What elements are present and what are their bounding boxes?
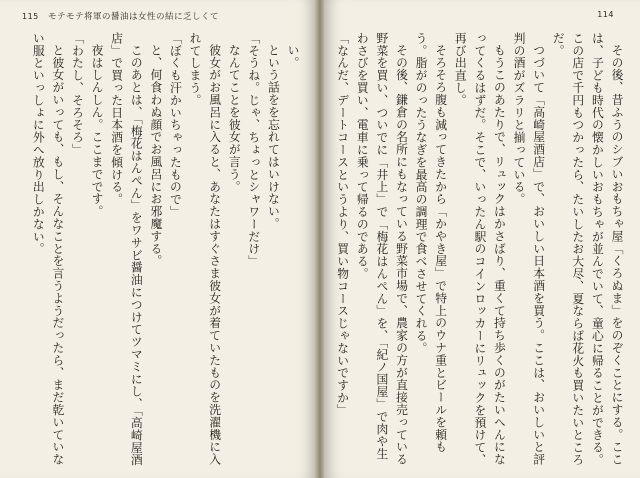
running-title: モテモテ将軍の醤油は女性の結に乏しくて (47, 12, 219, 22)
left-page-header (22, 10, 219, 22)
left-page-number: 115 (22, 12, 39, 21)
right-page-body (336, 32, 626, 470)
paragraph: 「ぼくも汗かいちゃったもので」 (168, 32, 183, 218)
paragraph: 「そうね。じゃ、ちょっとシャワーだけ」 (246, 32, 261, 268)
paragraph: その後、鎌倉の名所にもなっている野菜市場で、農家の方が直接売っている野菜を買い、ついでに「井上」で「梅花はんぺん」を、「紀ノ国屋」で肉や生わさびを買い、電車に乗って帰るのである。 (355, 32, 409, 466)
paragraph: その後、昔ふうのシブいおもちゃ屋「くろぬま」をのぞくことにする。ここは、子ども時代の懐かしいおもちゃが並んでいて、童心に帰ることができる。この店で千円もつかったら、たいしたお大尽、夏ならば花火も買いたいところだ。 (551, 32, 624, 466)
right-page-number: 114 (597, 10, 614, 19)
paragraph: 「わたし、そろそろ」 (70, 32, 85, 156)
paragraph: つづいて「高崎屋酒店」で、おいしい日本酒を買う。ここは、おいしいと評判の酒がズラリと揃っている。 (512, 32, 546, 466)
right-page (324, 0, 640, 478)
paragraph: 夜はしんしん。ここまでです。 (90, 43, 105, 218)
paragraph: と彼女がいっても、もし、そんなことを言うようだったら、まだ乾いていない服といっしょに外へ放り出しかない。 (31, 32, 65, 466)
paragraph: なんてことを彼女が言う。 (227, 43, 242, 193)
paragraph: と、何食わぬ顔でお風呂にお邪魔する。 (148, 43, 163, 267)
paragraph: 「なんだ、デートコースというより、買い物コースじゃないですか」 (336, 32, 350, 417)
paragraph: という話をを忘れてはいけない。 (266, 43, 281, 230)
paragraph: このあとは、「梅花はんぺん」をワサビ醤油につけてツマミにし、「高崎屋酒店」で買った日本酒を傾ける。 (109, 32, 144, 466)
left-page-body (30, 32, 302, 470)
right-page-header (597, 10, 620, 20)
paragraph: そろそろ腹も減ってきたから「かやき屋」で特上のウナ重とビールを頼もう。脂がのったうなぎを最高の調理で食べさせてくれる。 (414, 32, 448, 453)
left-page (0, 0, 316, 478)
paragraph: 彼女がお風呂に入ると、あなたはすぐさま彼女が着ていたものを洗濯機に入れてしまう。 (188, 32, 222, 466)
paragraph: もうこのあたりで、リュックはかさばり、重くて持ち歩くのがたいへんになってくるはずだ。そこで、いったん駅のコインロッカーにリュックを預けて、再び出直し。 (453, 32, 507, 466)
paragraph: い。 (286, 43, 300, 69)
